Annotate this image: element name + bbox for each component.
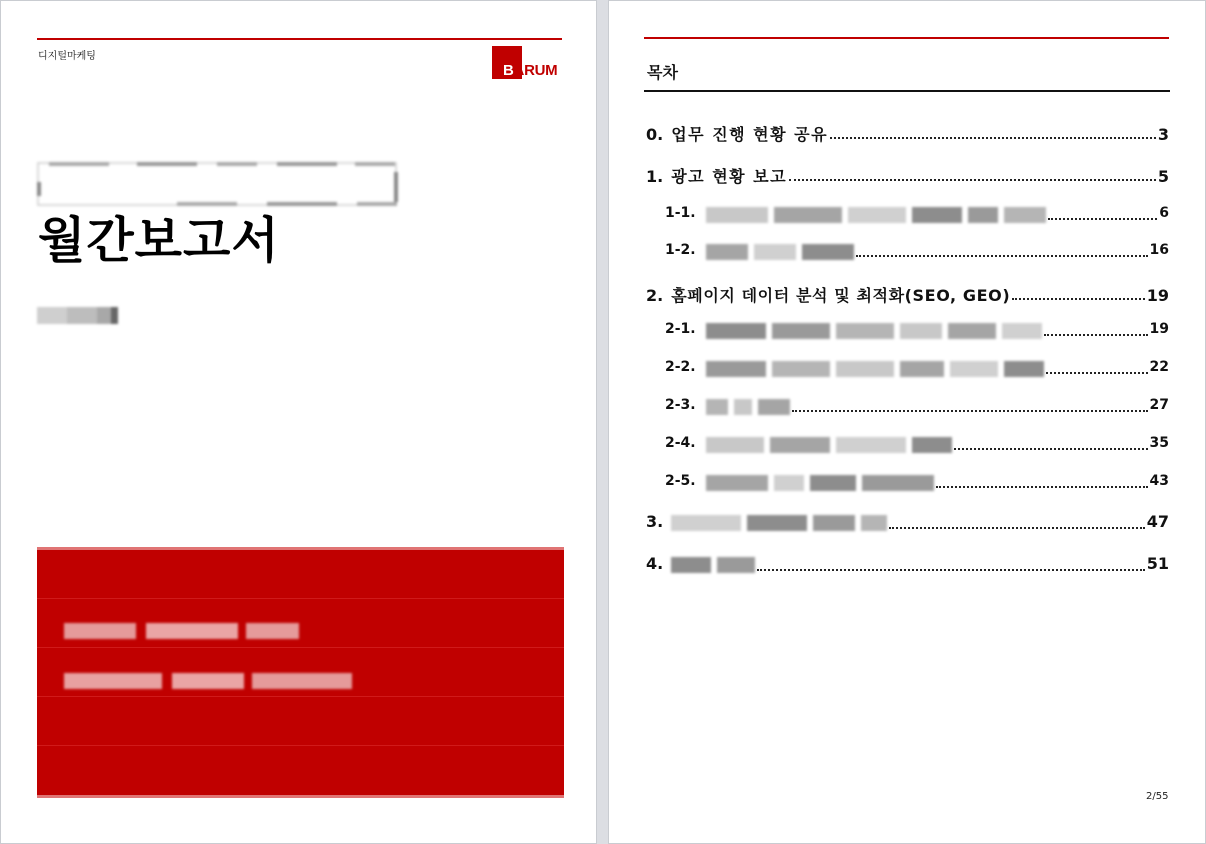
toc-header-rule: [644, 37, 1169, 39]
toc-entry[interactable]: [646, 122, 1169, 144]
toc-entry-number: 3.: [646, 512, 664, 531]
cover-info-panel: [37, 547, 564, 798]
toc-entry[interactable]: [665, 435, 1169, 455]
toc-entry[interactable]: [646, 554, 1169, 576]
toc-leader-dots: [1048, 218, 1158, 220]
header-label: 디지털마케팅: [38, 51, 96, 62]
toc-entry-page: 43: [1149, 473, 1169, 489]
toc-leader-dots: [889, 527, 1145, 529]
redacted-toc-title: [671, 557, 755, 573]
toc-entry-number: 2-3.: [665, 397, 696, 413]
redacted-toc-title: [706, 323, 1042, 339]
toc-leader-dots: [936, 486, 1148, 488]
toc-entry-page: 19: [1149, 321, 1169, 337]
toc-leader-dots: [954, 448, 1148, 450]
redacted-toc-title: [706, 475, 934, 491]
header-rule: [37, 38, 562, 40]
toc-entry[interactable]: [646, 512, 1169, 534]
toc-entry-number: 2-2.: [665, 359, 696, 375]
toc-leader-dots: [789, 179, 1156, 181]
toc-heading: 목차: [647, 63, 678, 82]
toc-leader-dots: [1046, 372, 1148, 374]
toc-entry-page: 27: [1149, 397, 1169, 413]
toc-entry-page: 35: [1149, 435, 1169, 451]
toc-entry[interactable]: [665, 321, 1169, 341]
toc-entry[interactable]: [646, 164, 1169, 186]
page-indicator: 2/55: [1146, 791, 1169, 802]
toc-entry-title: 업무 진행 현황 공유: [671, 125, 829, 144]
toc-entry-page: 6: [1159, 205, 1169, 221]
redacted-toc-title: [706, 437, 952, 453]
toc-entry-page: 3: [1157, 125, 1169, 144]
toc-entry-page: 47: [1146, 512, 1169, 531]
toc-heading-underline: [644, 90, 1170, 92]
toc-entry-number: 4.: [646, 554, 664, 573]
toc-entry-page: 51: [1146, 554, 1169, 573]
toc-entry-title: 광고 현황 보고: [671, 167, 788, 186]
redacted-toc-title: [671, 515, 887, 531]
toc-entry[interactable]: [646, 283, 1169, 305]
toc-entry-number: 0.: [646, 125, 664, 144]
redacted-subtitle: [37, 162, 397, 206]
toc-entry-page: 19: [1146, 286, 1169, 305]
toc-entry-page: 16: [1149, 242, 1169, 258]
redacted-toc-title: [706, 244, 854, 260]
toc-entry-number: 2-5.: [665, 473, 696, 489]
toc-entry[interactable]: [665, 242, 1169, 262]
toc-entry[interactable]: [665, 205, 1169, 225]
redacted-company: [64, 623, 299, 639]
toc-entry[interactable]: [665, 359, 1169, 379]
redacted-date: [37, 307, 118, 324]
toc-entry-title: 홈페이지 데이터 분석 및 최적화(SEO, GEO): [671, 286, 1011, 305]
toc-entry-number: 1.: [646, 167, 664, 186]
toc-entry-number: 2.: [646, 286, 664, 305]
barum-logo: BARUM: [492, 46, 560, 80]
toc-entry-number: 2-4.: [665, 435, 696, 451]
redacted-toc-title: [706, 207, 1046, 223]
toc-leader-dots: [856, 255, 1148, 257]
cover-title: 월간보고서: [38, 212, 280, 269]
toc-entry-number: 1-1.: [665, 205, 696, 221]
toc-leader-dots: [792, 410, 1148, 412]
redacted-toc-title: [706, 361, 1044, 377]
toc-entry-number: 2-1.: [665, 321, 696, 337]
toc-entry[interactable]: [665, 473, 1169, 493]
cover-page: [0, 0, 597, 844]
toc-leader-dots: [830, 137, 1156, 139]
redacted-contact: [64, 673, 352, 689]
toc-leader-dots: [1044, 334, 1148, 336]
toc-entry[interactable]: [665, 397, 1169, 417]
toc-entry-number: 1-2.: [665, 242, 696, 258]
toc-leader-dots: [757, 569, 1145, 571]
redacted-toc-title: [706, 399, 790, 415]
toc-entry-page: 5: [1157, 167, 1169, 186]
toc-leader-dots: [1012, 298, 1144, 300]
toc-entry-page: 22: [1149, 359, 1169, 375]
